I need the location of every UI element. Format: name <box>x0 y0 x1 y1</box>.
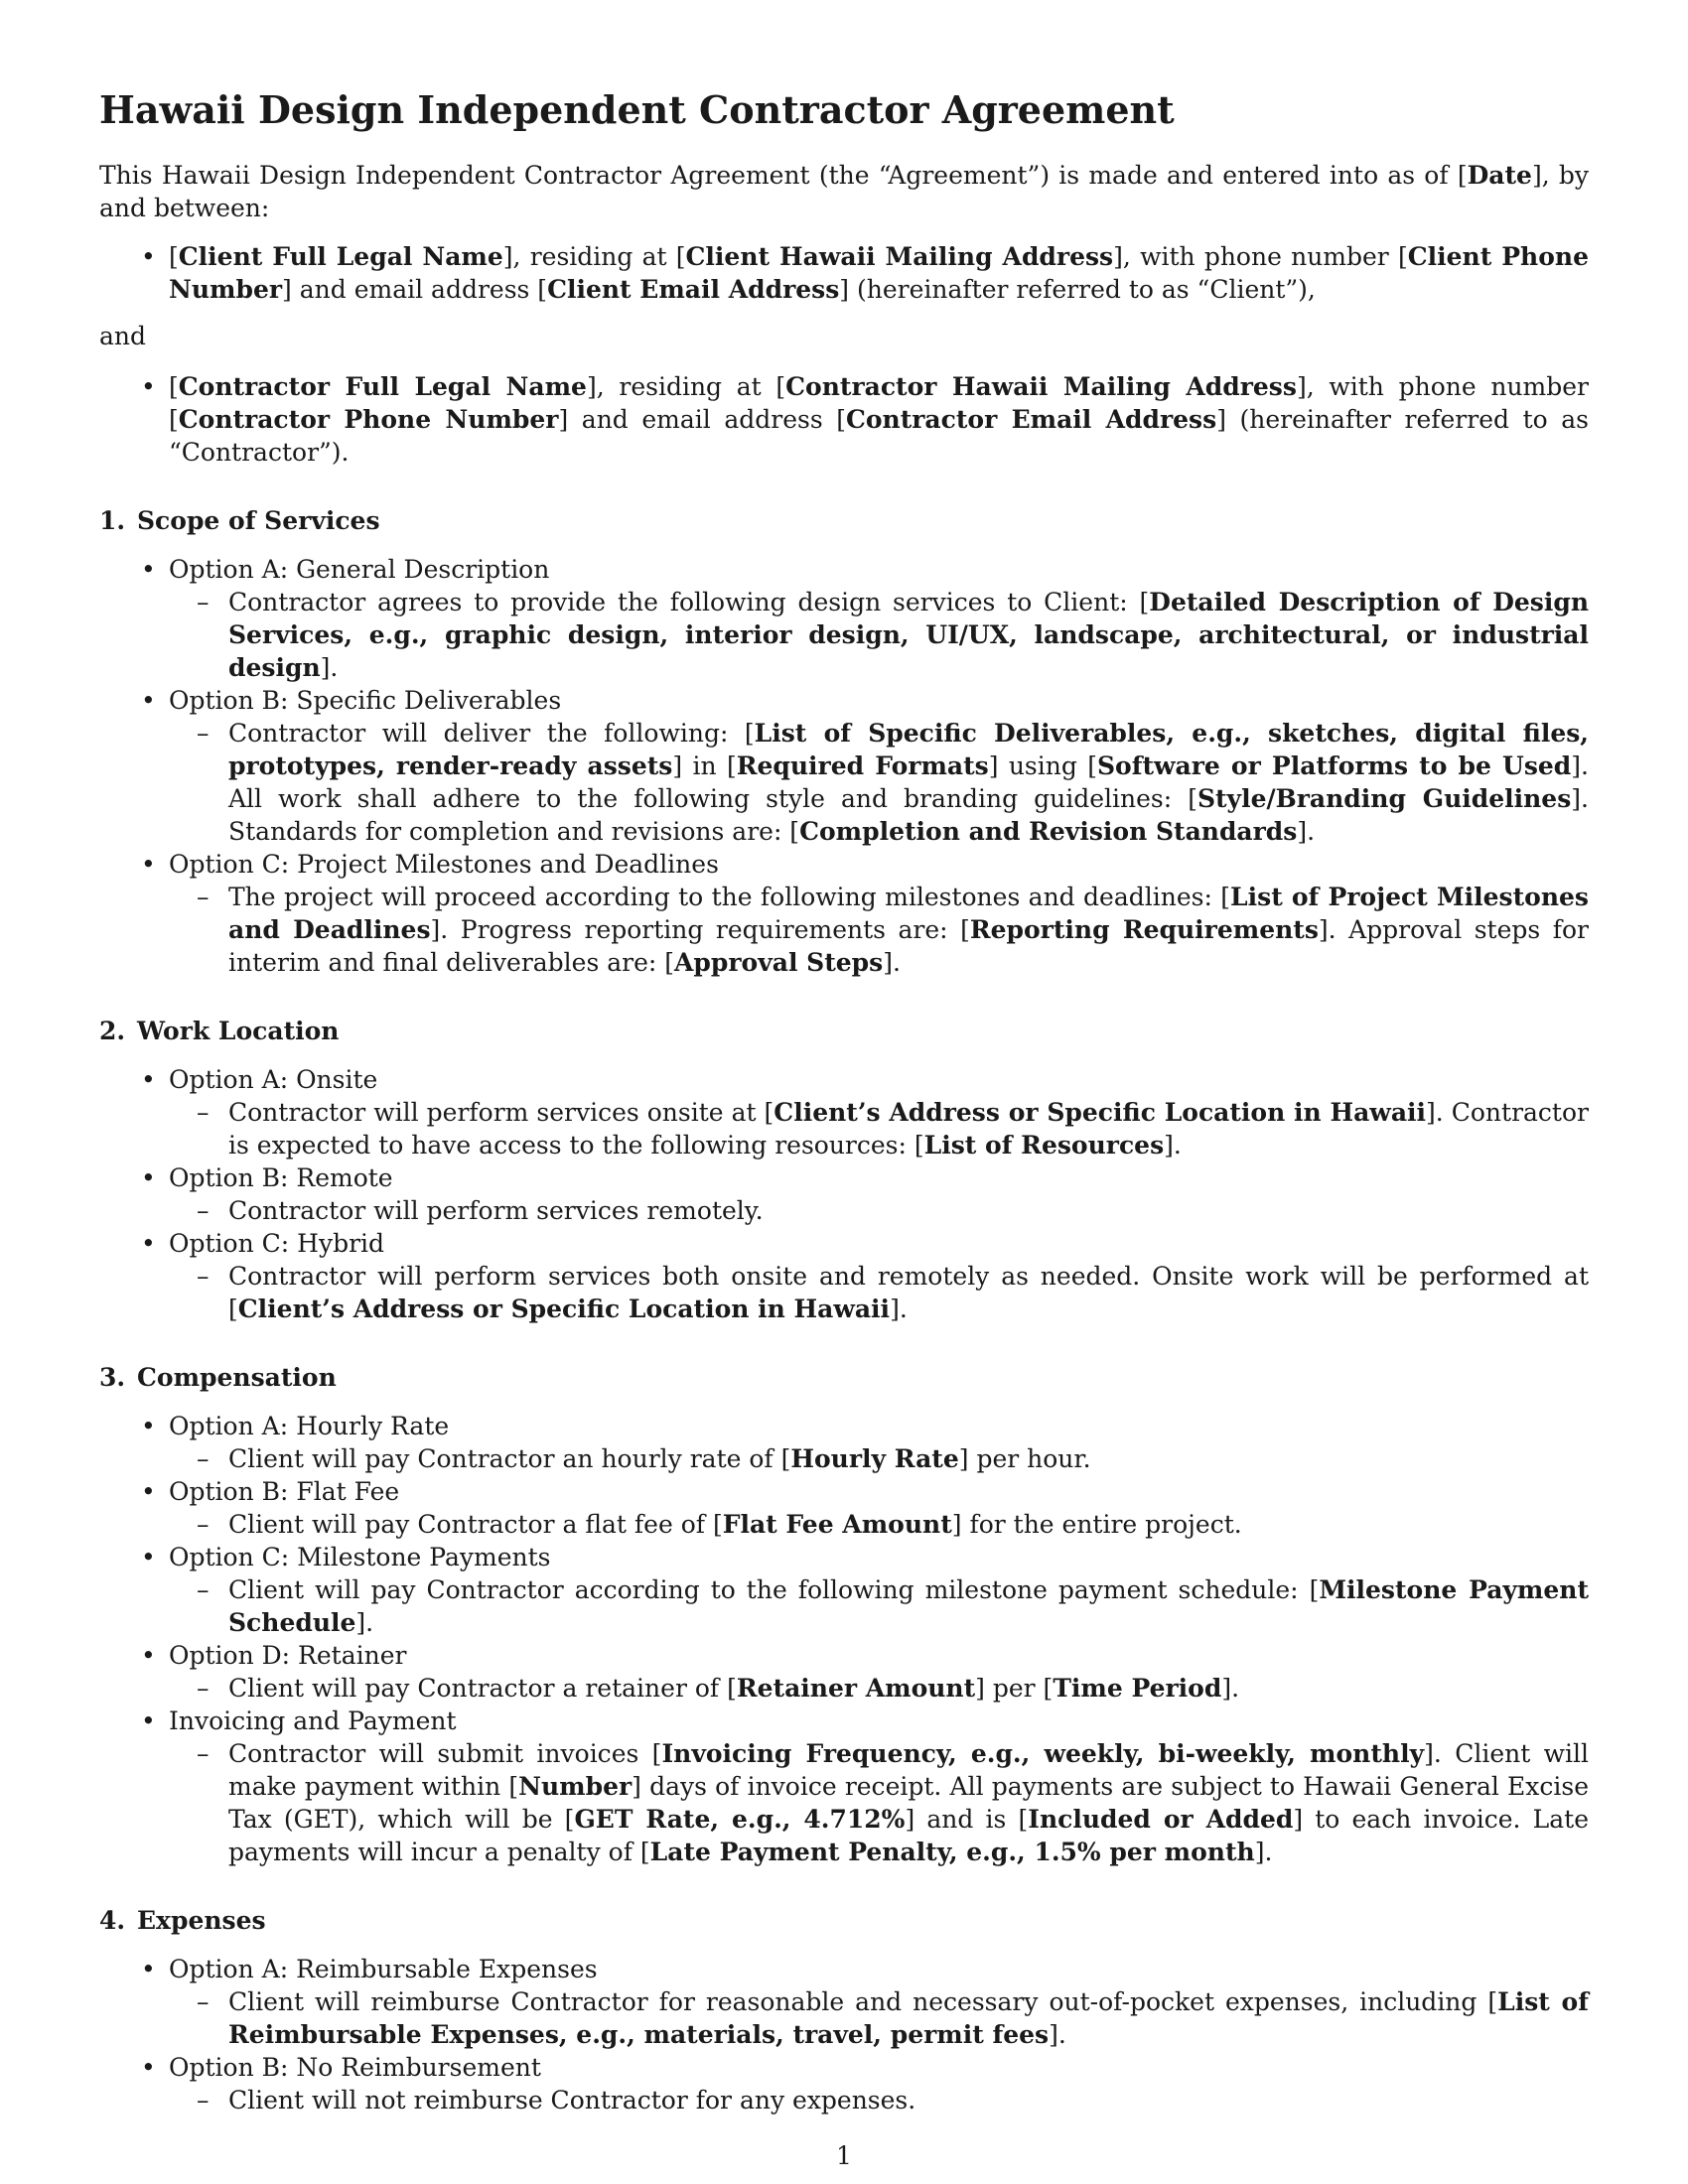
option-detail: – Contractor will perform services remotely. <box>99 1194 1589 1227</box>
option-detail: – Client will not reimburse Contractor for any expenses. <box>99 2084 1589 2116</box>
option-detail: – Client will pay Contractor an hourly rate of [Hourly Rate] per hour. <box>99 1442 1589 1475</box>
option-label: • Option A: Onsite <box>99 1063 1589 1096</box>
client-party-item: • [Client Full Legal Name], residing at [Client Hawaii Mailing Address], with phone number [Client Phone Number] and email address [Client Email Address] (hereinafter referred to as “Client”), <box>169 240 1589 306</box>
option-detail: – Contractor will perform services onsite at [Client’s Address or Specific Location in Hawaii]. Contractor is expected to have access to the following resources: [List of Resources]. <box>99 1096 1589 1161</box>
option-detail: – Contractor will perform services both onsite and remotely as needed. Onsite work will be performed at [Client’s Address or Specific Location in Hawaii]. <box>99 1260 1589 1325</box>
option-detail: – Client will pay Contractor a retainer of [Retainer Amount] per [Time Period]. <box>99 1672 1589 1705</box>
option-detail: – Contractor will deliver the following: [List of Specific Deliverables, e.g., sketches, digital files, prototypes, render-ready assets] in [Required Formats] using [Software or Platforms to be Used]. All work shall adhere to the following style and branding guidelines: [Style/Branding Guidelines]. Standards for completion and revisions are: [Completion and Revision Standards]. <box>99 717 1589 848</box>
section-heading-compensation: 3. Compensation <box>99 1363 337 1392</box>
contractor-party-item: • [Contractor Full Legal Name], residing at [Contractor Hawaii Mailing Address], with phone number [Contractor Phone Number] and email address [Contractor Email Address] (hereinafter referred to as “Contractor”). <box>169 370 1589 469</box>
option-label: • Option C: Milestone Payments <box>99 1541 1589 1573</box>
option-detail: – Contractor will submit invoices [Invoicing Frequency, e.g., weekly, bi-weekly, monthly]. Client will make payment within [Number] days of invoice receipt. All payments are subject to Hawaii General Excise Tax (GET), which will be [GET Rate, e.g., 4.712%] and is [Included or Added] to each invoice. Late payments will incur a penalty of [Late Payment Penalty, e.g., 1.5% per month]. <box>99 1737 1589 1868</box>
client-party-list <box>99 240 1589 306</box>
intro-paragraph: This Hawaii Design Independent Contractor Agreement (the “Agreement”) is made and entered into as of [Date], by and between: <box>99 161 1589 222</box>
option-label: • Invoicing and Payment <box>99 1705 1589 1737</box>
document-body <box>99 87 1589 2116</box>
option-detail: – Client will pay Contractor a flat fee of [Flat Fee Amount] for the entire project. <box>99 1508 1589 1541</box>
section-heading-scope: 1. Scope of Services <box>99 506 380 535</box>
contractor-party-list <box>99 370 1589 469</box>
section-heading-expenses: 4. Expenses <box>99 1906 266 1935</box>
option-label: • Option A: General Description <box>99 553 1589 586</box>
and-text: and <box>99 322 147 350</box>
option-label: • Option B: No Reimbursement <box>99 2051 1589 2084</box>
option-detail: – Contractor agrees to provide the following design services to Client: [Detailed Description of Design Services, e.g., graphic design, interior design, UI/UX, landscape, architectural, or industrial design]. <box>99 586 1589 684</box>
option-detail: – Client will pay Contractor according to the following milestone payment schedule: [Milestone Payment Schedule]. <box>99 1573 1589 1639</box>
option-label: • Option B: Remote <box>99 1161 1589 1194</box>
option-label: • Option C: Project Milestones and Deadlines <box>99 848 1589 881</box>
option-label: • Option B: Specific Deliverables <box>99 684 1589 717</box>
option-label: • Option A: Reimbursable Expenses <box>99 1953 1589 1985</box>
option-label: • Option D: Retainer <box>99 1639 1589 1672</box>
page-number: 1 <box>836 2141 852 2170</box>
option-detail: – The project will proceed according to the following milestones and deadlines: [List of Project Milestones and Deadlines]. Progress reporting requirements are: [Reporting Requirements]. Approval steps for interim and final deliverables are: [Approval Steps]. <box>99 881 1589 979</box>
option-label: • Option A: Hourly Rate <box>99 1410 1589 1442</box>
option-detail: – Client will reimburse Contractor for reasonable and necessary out-of-pocket expenses, including [List of Reimbursable Expenses, e.g., materials, travel, permit fees]. <box>99 1985 1589 2051</box>
option-label: • Option C: Hybrid <box>99 1227 1589 1260</box>
option-label: • Option B: Flat Fee <box>99 1475 1589 1508</box>
section-heading-work-location: 2. Work Location <box>99 1017 340 1045</box>
document-title: Hawaii Design Independent Contractor Agreement <box>99 87 1175 132</box>
